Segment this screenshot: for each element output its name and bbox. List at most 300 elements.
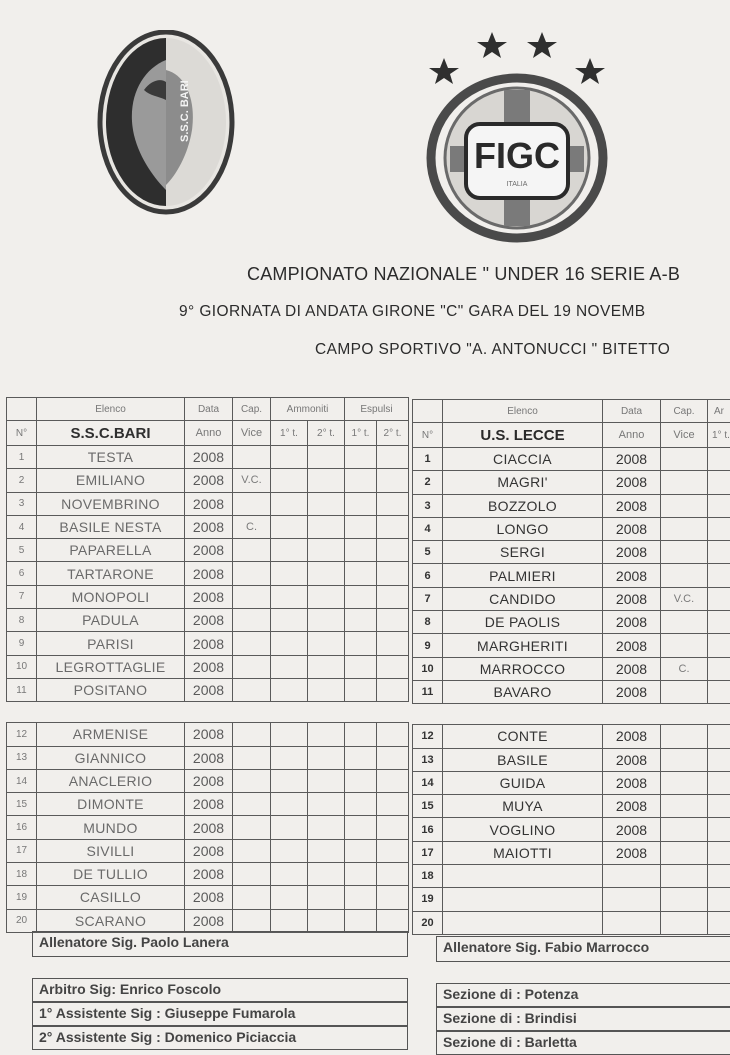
player-row bbox=[413, 541, 730, 564]
player-number: 20 bbox=[413, 911, 443, 934]
player-year: 2008 bbox=[185, 746, 233, 769]
home-coach: Allenatore Sig. Paolo Lanera bbox=[32, 931, 408, 957]
disciplinary-cell bbox=[377, 863, 409, 886]
disciplinary-cell bbox=[377, 446, 409, 469]
player-row bbox=[413, 771, 730, 794]
player-captain bbox=[661, 680, 708, 703]
player-name: DE PAOLIS bbox=[443, 611, 603, 634]
player-name: DE TULLIO bbox=[37, 863, 185, 886]
player-row bbox=[7, 446, 409, 469]
player-captain: V.C. bbox=[661, 587, 708, 610]
player-name: SIVILLI bbox=[37, 839, 185, 862]
player-year: 2008 bbox=[603, 517, 661, 540]
disciplinary-cell bbox=[308, 769, 345, 792]
player-name bbox=[443, 888, 603, 911]
disciplinary-cell bbox=[708, 818, 730, 841]
disciplinary-cell bbox=[345, 632, 377, 655]
disciplinary-cell bbox=[308, 539, 345, 562]
player-captain bbox=[661, 517, 708, 540]
disciplinary-cell bbox=[377, 562, 409, 585]
player-row bbox=[7, 769, 409, 792]
player-number: 16 bbox=[413, 818, 443, 841]
disciplinary-cell bbox=[345, 886, 377, 909]
disciplinary-cell bbox=[345, 839, 377, 862]
player-captain bbox=[661, 795, 708, 818]
player-row bbox=[7, 515, 409, 538]
player-name bbox=[443, 911, 603, 934]
disciplinary-cell bbox=[308, 446, 345, 469]
player-number: 15 bbox=[413, 795, 443, 818]
player-captain bbox=[233, 746, 271, 769]
disciplinary-cell bbox=[345, 539, 377, 562]
amm-first-half-header: 1° t. bbox=[271, 421, 308, 446]
player-year: 2008 bbox=[185, 723, 233, 746]
away-team-name: U.S. LECCE bbox=[443, 423, 603, 448]
player-number: 12 bbox=[7, 723, 37, 746]
disciplinary-cell bbox=[377, 886, 409, 909]
player-captain bbox=[233, 816, 271, 839]
player-number: 14 bbox=[7, 769, 37, 792]
amm-first-half-header: 1° t. bbox=[708, 423, 730, 448]
figc-logo bbox=[420, 28, 610, 243]
disciplinary-cell bbox=[308, 515, 345, 538]
player-number: 8 bbox=[413, 611, 443, 634]
player-number: 9 bbox=[7, 632, 37, 655]
player-name: EMILIANO bbox=[37, 469, 185, 492]
player-year: 2008 bbox=[603, 471, 661, 494]
disciplinary-cell bbox=[708, 517, 730, 540]
disciplinary-cell bbox=[345, 492, 377, 515]
disciplinary-cell bbox=[377, 539, 409, 562]
player-number: 16 bbox=[7, 816, 37, 839]
player-captain bbox=[233, 863, 271, 886]
vice-header: Vice bbox=[233, 421, 271, 446]
player-number: 8 bbox=[7, 609, 37, 632]
player-captain bbox=[233, 492, 271, 515]
player-captain bbox=[233, 909, 271, 932]
disciplinary-cell bbox=[308, 492, 345, 515]
player-captain bbox=[661, 888, 708, 911]
disciplinary-cell bbox=[308, 723, 345, 746]
disciplinary-cell bbox=[271, 562, 308, 585]
player-number: 5 bbox=[7, 539, 37, 562]
player-number: 2 bbox=[413, 471, 443, 494]
home-roster-table bbox=[6, 397, 409, 933]
player-year: 2008 bbox=[185, 469, 233, 492]
bari-logo-text: S.S.C. BARI bbox=[179, 80, 191, 142]
disciplinary-cell bbox=[345, 678, 377, 701]
player-year: 2008 bbox=[603, 494, 661, 517]
player-year: 2008 bbox=[603, 680, 661, 703]
player-captain bbox=[233, 655, 271, 678]
table-gap bbox=[7, 702, 409, 723]
disciplinary-cell bbox=[345, 585, 377, 608]
player-name: MUYA bbox=[443, 795, 603, 818]
player-captain bbox=[661, 911, 708, 934]
disciplinary-cell bbox=[377, 769, 409, 792]
data-header: Data bbox=[185, 398, 233, 421]
player-name: CIACCIA bbox=[443, 448, 603, 471]
disciplinary-cell bbox=[345, 723, 377, 746]
player-year: 2008 bbox=[185, 632, 233, 655]
assistant-1-section: Sezione di : Brindisi bbox=[436, 1007, 730, 1031]
anno-header: Anno bbox=[603, 423, 661, 448]
player-name: POSITANO bbox=[37, 678, 185, 701]
disciplinary-cell bbox=[308, 886, 345, 909]
player-captain bbox=[233, 886, 271, 909]
player-name: CONTE bbox=[443, 725, 603, 748]
player-name bbox=[443, 865, 603, 888]
player-name: SCARANO bbox=[37, 909, 185, 932]
disciplinary-cell bbox=[271, 769, 308, 792]
player-year: 2008 bbox=[185, 609, 233, 632]
disciplinary-cell bbox=[271, 609, 308, 632]
player-row bbox=[7, 886, 409, 909]
disciplinary-cell bbox=[345, 515, 377, 538]
disciplinary-cell bbox=[308, 816, 345, 839]
player-year: 2008 bbox=[185, 446, 233, 469]
player-year: 2008 bbox=[603, 611, 661, 634]
amm-second-half-header: 2° t. bbox=[308, 421, 345, 446]
player-row bbox=[7, 655, 409, 678]
esp-second-half-header: 2° t. bbox=[377, 421, 409, 446]
player-captain bbox=[233, 609, 271, 632]
player-captain bbox=[233, 723, 271, 746]
disciplinary-cell bbox=[377, 492, 409, 515]
player-row bbox=[413, 795, 730, 818]
player-number: 6 bbox=[7, 562, 37, 585]
player-number: 13 bbox=[413, 748, 443, 771]
player-row bbox=[7, 632, 409, 655]
player-number: 7 bbox=[413, 587, 443, 610]
player-captain bbox=[661, 748, 708, 771]
disciplinary-cell bbox=[377, 655, 409, 678]
player-name: MUNDO bbox=[37, 816, 185, 839]
player-year: 2008 bbox=[185, 515, 233, 538]
disciplinary-cell bbox=[377, 609, 409, 632]
away-roster-table bbox=[412, 399, 730, 935]
player-captain bbox=[233, 769, 271, 792]
disciplinary-cell bbox=[377, 515, 409, 538]
player-number: 15 bbox=[7, 793, 37, 816]
player-year: 2008 bbox=[603, 541, 661, 564]
player-year: 2008 bbox=[185, 863, 233, 886]
player-name: BOZZOLO bbox=[443, 494, 603, 517]
disciplinary-cell bbox=[708, 771, 730, 794]
disciplinary-cell bbox=[308, 839, 345, 862]
player-captain bbox=[661, 725, 708, 748]
player-name: BAVARO bbox=[443, 680, 603, 703]
player-row bbox=[413, 587, 730, 610]
data-header: Data bbox=[603, 400, 661, 423]
player-captain bbox=[661, 818, 708, 841]
player-year: 2008 bbox=[603, 448, 661, 471]
player-captain bbox=[661, 448, 708, 471]
player-row bbox=[413, 517, 730, 540]
disciplinary-cell bbox=[271, 746, 308, 769]
disciplinary-cell bbox=[345, 655, 377, 678]
disciplinary-cell bbox=[708, 888, 730, 911]
player-number: 3 bbox=[413, 494, 443, 517]
number-header-blank bbox=[7, 398, 37, 421]
disciplinary-cell bbox=[708, 587, 730, 610]
player-year: 2008 bbox=[185, 678, 233, 701]
player-number: 11 bbox=[413, 680, 443, 703]
player-year: 2008 bbox=[185, 585, 233, 608]
disciplinary-cell bbox=[271, 723, 308, 746]
player-year bbox=[603, 911, 661, 934]
number-header: N° bbox=[413, 423, 443, 448]
player-captain bbox=[661, 541, 708, 564]
disciplinary-cell bbox=[271, 492, 308, 515]
player-name: MONOPOLI bbox=[37, 585, 185, 608]
player-year: 2008 bbox=[603, 771, 661, 794]
player-name: LONGO bbox=[443, 517, 603, 540]
home-team-name: S.S.C.BARI bbox=[37, 421, 185, 446]
venue: CAMPO SPORTIVO "A. ANTONUCCI " BITETTO bbox=[315, 341, 670, 359]
table-gap bbox=[413, 704, 730, 725]
player-row bbox=[413, 748, 730, 771]
player-row bbox=[7, 909, 409, 932]
player-name: PARISI bbox=[37, 632, 185, 655]
esp-first-half-header: 1° t. bbox=[345, 421, 377, 446]
disciplinary-cell bbox=[708, 680, 730, 703]
player-name: PALMIERI bbox=[443, 564, 603, 587]
player-year: 2008 bbox=[603, 564, 661, 587]
player-captain bbox=[661, 471, 708, 494]
disciplinary-cell bbox=[377, 793, 409, 816]
anno-header: Anno bbox=[185, 421, 233, 446]
player-captain: V.C. bbox=[233, 469, 271, 492]
disciplinary-cell bbox=[377, 469, 409, 492]
player-captain bbox=[233, 839, 271, 862]
player-number: 1 bbox=[7, 446, 37, 469]
disciplinary-cell bbox=[271, 585, 308, 608]
player-number: 18 bbox=[413, 865, 443, 888]
disciplinary-cell bbox=[271, 469, 308, 492]
player-year: 2008 bbox=[603, 634, 661, 657]
player-name: PADULA bbox=[37, 609, 185, 632]
disciplinary-cell bbox=[271, 446, 308, 469]
player-row bbox=[7, 793, 409, 816]
figc-logo-text: FIGC bbox=[474, 135, 560, 176]
player-name: MAIOTTI bbox=[443, 841, 603, 864]
player-captain bbox=[233, 446, 271, 469]
disciplinary-cell bbox=[708, 448, 730, 471]
player-captain bbox=[233, 793, 271, 816]
player-row bbox=[7, 562, 409, 585]
disciplinary-cell bbox=[708, 564, 730, 587]
player-name: TESTA bbox=[37, 446, 185, 469]
disciplinary-cell bbox=[308, 562, 345, 585]
ammoniti-header: Ar bbox=[708, 400, 730, 423]
number-header: N° bbox=[7, 421, 37, 446]
disciplinary-cell bbox=[271, 515, 308, 538]
disciplinary-cell bbox=[308, 609, 345, 632]
player-captain bbox=[661, 841, 708, 864]
player-row bbox=[7, 585, 409, 608]
player-row bbox=[7, 469, 409, 492]
disciplinary-cell bbox=[708, 541, 730, 564]
disciplinary-cell bbox=[345, 469, 377, 492]
player-row bbox=[413, 657, 730, 680]
disciplinary-cell bbox=[708, 725, 730, 748]
disciplinary-cell bbox=[377, 746, 409, 769]
player-captain bbox=[661, 771, 708, 794]
ammoniti-header: Ammoniti bbox=[271, 398, 345, 421]
player-year: 2008 bbox=[185, 839, 233, 862]
disciplinary-cell bbox=[308, 469, 345, 492]
disciplinary-cell bbox=[271, 886, 308, 909]
player-number: 6 bbox=[413, 564, 443, 587]
player-captain bbox=[233, 632, 271, 655]
disciplinary-cell bbox=[308, 909, 345, 932]
referee: Arbitro Sig: Enrico Foscolo bbox=[32, 978, 408, 1002]
referee-section: Sezione di : Potenza bbox=[436, 983, 730, 1007]
disciplinary-cell bbox=[345, 446, 377, 469]
disciplinary-cell bbox=[308, 632, 345, 655]
player-year bbox=[603, 888, 661, 911]
match-subtitle: 9° GIORNATA DI ANDATA GIRONE "C" GARA DEL 19 NOVEMB bbox=[179, 303, 646, 321]
disciplinary-cell bbox=[377, 632, 409, 655]
disciplinary-cell bbox=[345, 816, 377, 839]
player-row bbox=[413, 564, 730, 587]
player-row bbox=[413, 634, 730, 657]
player-row bbox=[7, 816, 409, 839]
player-row bbox=[7, 678, 409, 701]
player-year bbox=[603, 865, 661, 888]
player-name: CASILLO bbox=[37, 886, 185, 909]
player-name: MAGRI' bbox=[443, 471, 603, 494]
player-number: 18 bbox=[7, 863, 37, 886]
disciplinary-cell bbox=[271, 632, 308, 655]
assistant-1: 1° Assistente Sig : Giuseppe Fumarola bbox=[32, 1002, 408, 1026]
player-year: 2008 bbox=[185, 886, 233, 909]
player-year: 2008 bbox=[185, 793, 233, 816]
player-number: 10 bbox=[413, 657, 443, 680]
disciplinary-cell bbox=[708, 911, 730, 934]
disciplinary-cell bbox=[708, 865, 730, 888]
player-row bbox=[7, 839, 409, 862]
player-year: 2008 bbox=[603, 748, 661, 771]
player-row bbox=[7, 539, 409, 562]
player-year: 2008 bbox=[603, 841, 661, 864]
player-captain: C. bbox=[233, 515, 271, 538]
player-name: BASILE NESTA bbox=[37, 515, 185, 538]
player-number: 11 bbox=[7, 678, 37, 701]
player-year: 2008 bbox=[603, 657, 661, 680]
disciplinary-cell bbox=[308, 585, 345, 608]
player-row bbox=[413, 841, 730, 864]
player-number: 17 bbox=[413, 841, 443, 864]
assistant-2-section: Sezione di : Barletta bbox=[436, 1031, 730, 1055]
player-number: 17 bbox=[7, 839, 37, 862]
player-row bbox=[7, 723, 409, 746]
player-number: 14 bbox=[413, 771, 443, 794]
player-row bbox=[7, 492, 409, 515]
player-captain bbox=[661, 494, 708, 517]
player-row bbox=[413, 865, 730, 888]
disciplinary-cell bbox=[308, 678, 345, 701]
away-coach: Allenatore Sig. Fabio Marrocco bbox=[436, 936, 730, 962]
disciplinary-cell bbox=[708, 611, 730, 634]
player-name: TARTARONE bbox=[37, 562, 185, 585]
player-year: 2008 bbox=[185, 769, 233, 792]
player-number: 20 bbox=[7, 909, 37, 932]
player-name: LEGROTTAGLIE bbox=[37, 655, 185, 678]
disciplinary-cell bbox=[377, 678, 409, 701]
player-name: GIANNICO bbox=[37, 746, 185, 769]
disciplinary-cell bbox=[345, 746, 377, 769]
player-number: 7 bbox=[7, 585, 37, 608]
disciplinary-cell bbox=[345, 609, 377, 632]
player-row bbox=[7, 863, 409, 886]
disciplinary-cell bbox=[271, 839, 308, 862]
disciplinary-cell bbox=[345, 863, 377, 886]
player-row bbox=[413, 471, 730, 494]
player-name: GUIDA bbox=[443, 771, 603, 794]
assistant-2: 2° Assistente Sig : Domenico Piciaccia bbox=[32, 1026, 408, 1050]
disciplinary-cell bbox=[708, 657, 730, 680]
player-row bbox=[413, 680, 730, 703]
player-captain bbox=[233, 539, 271, 562]
disciplinary-cell bbox=[377, 909, 409, 932]
player-year: 2008 bbox=[185, 562, 233, 585]
player-name: ANACLERIO bbox=[37, 769, 185, 792]
disciplinary-cell bbox=[708, 494, 730, 517]
player-name: PAPARELLA bbox=[37, 539, 185, 562]
disciplinary-cell bbox=[271, 816, 308, 839]
disciplinary-cell bbox=[345, 793, 377, 816]
player-year: 2008 bbox=[603, 795, 661, 818]
player-name: BASILE bbox=[443, 748, 603, 771]
player-year: 2008 bbox=[603, 818, 661, 841]
player-row bbox=[7, 746, 409, 769]
player-name: DIMONTE bbox=[37, 793, 185, 816]
espulsi-header: Espulsi bbox=[345, 398, 409, 421]
disciplinary-cell bbox=[271, 678, 308, 701]
player-year: 2008 bbox=[185, 909, 233, 932]
disciplinary-cell bbox=[345, 562, 377, 585]
disciplinary-cell bbox=[308, 746, 345, 769]
player-number: 4 bbox=[413, 517, 443, 540]
player-year: 2008 bbox=[185, 539, 233, 562]
player-year: 2008 bbox=[185, 655, 233, 678]
disciplinary-cell bbox=[345, 769, 377, 792]
disciplinary-cell bbox=[708, 634, 730, 657]
player-captain bbox=[661, 611, 708, 634]
player-number: 19 bbox=[7, 886, 37, 909]
player-row bbox=[7, 609, 409, 632]
page-title: CAMPIONATO NAZIONALE " UNDER 16 SERIE A-B bbox=[247, 264, 680, 285]
player-row bbox=[413, 911, 730, 934]
player-captain bbox=[233, 678, 271, 701]
vice-header: Vice bbox=[661, 423, 708, 448]
player-number: 10 bbox=[7, 655, 37, 678]
disciplinary-cell bbox=[271, 909, 308, 932]
player-number: 2 bbox=[7, 469, 37, 492]
player-name: SERGI bbox=[443, 541, 603, 564]
player-name: MARROCCO bbox=[443, 657, 603, 680]
player-number: 5 bbox=[413, 541, 443, 564]
disciplinary-cell bbox=[708, 841, 730, 864]
player-row bbox=[413, 818, 730, 841]
player-year: 2008 bbox=[185, 492, 233, 515]
disciplinary-cell bbox=[377, 723, 409, 746]
player-year: 2008 bbox=[603, 587, 661, 610]
number-header-blank bbox=[413, 400, 443, 423]
player-row bbox=[413, 725, 730, 748]
